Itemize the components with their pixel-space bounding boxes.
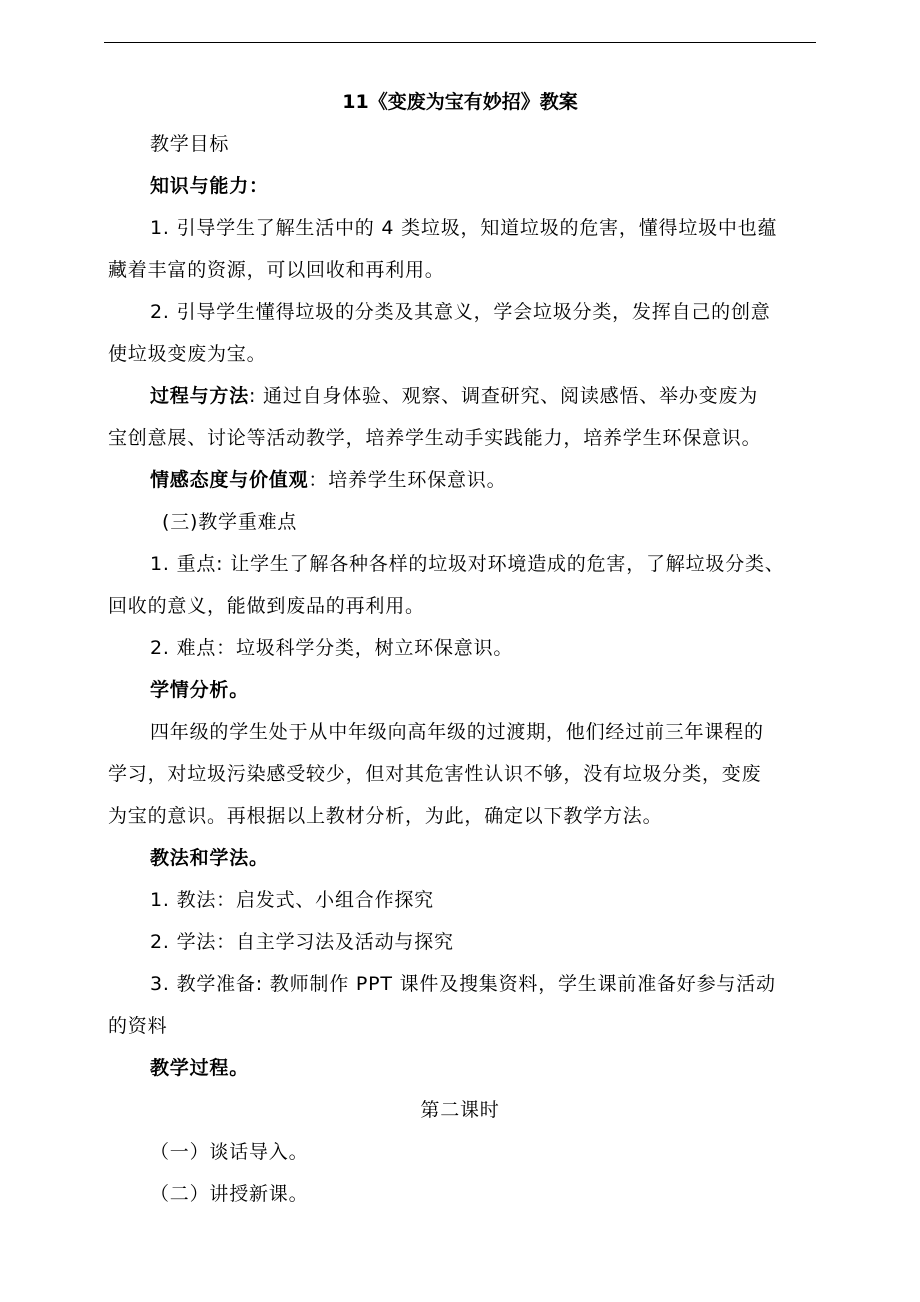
knowledge-item-1-line-2: 藏着丰富的资源，可以回收和再利用。 (108, 259, 445, 281)
methods-item-1: 1. 教法：启发式、小组合作探究 (150, 889, 434, 911)
analysis-line-1: 四年级的学生处于从中年级向高年级的过渡期，他们经过前三年课程的 (150, 721, 764, 743)
methods-item-2: 2. 学法：自主学习法及活动与探究 (150, 931, 454, 953)
knowledge-item-2-line-2: 使垃圾变废为宝。 (108, 343, 267, 365)
methods-item-3-line-1: 3. 教学准备: 教师制作 PPT 课件及搜集资料，学生课前准备好参与活动 (150, 973, 776, 995)
session-label: 第二课时 (420, 1099, 500, 1121)
knowledge-item-1-line-1: 1. 引导学生了解生活中的 4 类垃圾，知道垃圾的危害，懂得垃圾中也蕴 (150, 217, 778, 239)
key-points-item-2: 2. 难点：垃圾科学分类，树立环保意识。 (150, 637, 514, 659)
process-text: : 通过自身体验、观察、调查研究、阅读感悟、举办变废为 (249, 385, 759, 407)
emotion-label: 情感态度与价值观 (150, 469, 309, 491)
methods-item-3-line-2: 的资料 (108, 1015, 168, 1037)
document-title: 11《变废为宝有妙招》教案 (342, 91, 578, 113)
process-label: 过程与方法 (150, 385, 250, 407)
emotion-line (150, 467, 820, 493)
key-points-item-1-line-2: 回收的意义，能做到废品的再利用。 (108, 595, 425, 617)
knowledge-item-2-line-1: 2. 引导学生懂得垃圾的分类及其意义，学会垃圾分类，发挥自己的创意 (150, 301, 771, 323)
key-points-heading: (三)教学重难点 (162, 511, 298, 533)
step-1: （一）谈话导入。 (150, 1141, 309, 1163)
analysis-heading: 学情分析。 (150, 679, 250, 701)
step-2: （二）讲授新课。 (150, 1183, 309, 1205)
analysis-line-2: 学习，对垃圾污染感受较少，但对其危害性认识不够，没有垃圾分类，变废 (108, 763, 762, 785)
objectives-heading: 教学目标 (150, 133, 230, 155)
teaching-process-heading: 教学过程。 (150, 1057, 250, 1079)
analysis-line-3: 为宝的意识。再根据以上教材分析，为此，确定以下教学方法。 (108, 805, 663, 827)
process-line-1 (150, 383, 820, 409)
header-rule (104, 42, 816, 43)
knowledge-heading: 知识与能力： (150, 175, 269, 197)
emotion-text: ：培养学生环保意识。 (308, 469, 507, 491)
methods-heading: 教法和学法。 (150, 847, 269, 869)
process-line-2: 宝创意展、讨论等活动教学，培养学生动手实践能力，培养学生环保意识。 (108, 427, 762, 449)
key-points-item-1-line-1: 1. 重点: 让学生了解各种各样的垃圾对环境造成的危害，了解垃圾分类、 (150, 553, 785, 575)
